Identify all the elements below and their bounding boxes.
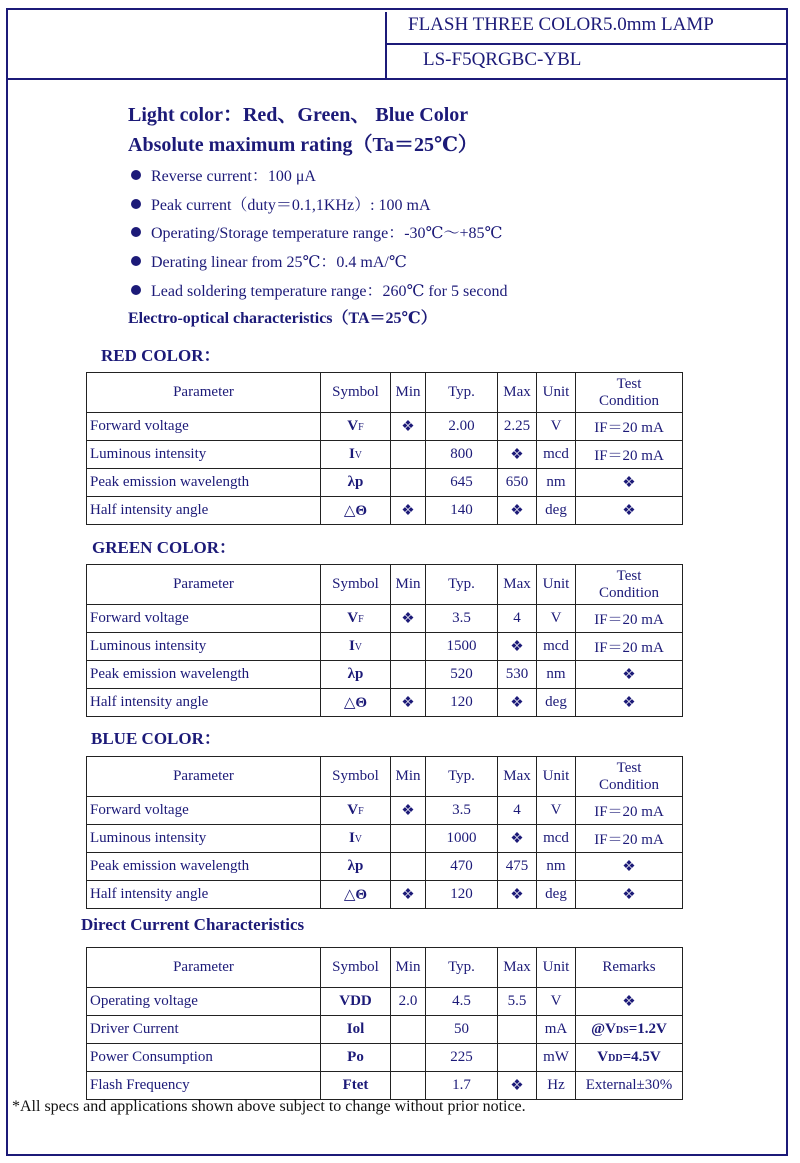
table-cell: ❖ [498,881,537,909]
table-cell: deg [537,881,576,909]
electro-optical-heading: Electro-optical characteristics（TA＝25℃） [128,310,437,327]
table-header-row [87,948,683,988]
table-cell: External±30% [576,1072,683,1100]
table-row [87,633,683,661]
table-cell: mcd [537,825,576,853]
table-cell: 530 [498,661,537,689]
table-cell: Peak emission wavelength [87,853,321,881]
table-cell: IF＝20 mA [576,413,683,441]
table-cell: V [537,413,576,441]
table-cell: ❖ [498,689,537,717]
table-cell [391,441,426,469]
table-cell: Max [498,757,537,797]
table-cell: ❖ [576,881,683,909]
table-cell: Peak emission wavelength [87,661,321,689]
table-cell: IF＝20 mA [576,797,683,825]
table-cell: 140 [426,497,498,525]
col-min: Min [391,373,426,413]
table-cell: Symbol [321,948,391,988]
table-cell: 520 [426,661,498,689]
table-cell: mcd [537,441,576,469]
table-cell: Po [321,1044,391,1072]
table-cell [498,1044,537,1072]
document-title: FLASH THREE COLOR5.0mm LAMP [408,14,714,35]
table-cell: Symbol [321,565,391,605]
rating-item: Lead soldering temperature range：260℃ for 5 second [131,278,507,301]
table-cell: ❖ [576,469,683,497]
table-cell: Half intensity angle [87,497,321,525]
table-cell: Parameter [87,565,321,605]
rating-item: Reverse current：100 μA [131,163,316,186]
table-cell: IF＝20 mA [576,825,683,853]
table-cell [391,825,426,853]
col-typ: Typ. [426,373,498,413]
table-cell: IV [321,633,391,661]
table-cell [391,1016,426,1044]
table-cell: 225 [426,1044,498,1072]
table-cell: 800 [426,441,498,469]
table-cell: Typ. [426,948,498,988]
bullet-icon [131,285,141,295]
table-cell: Ftet [321,1072,391,1100]
table-cell: Typ. [426,565,498,605]
light-color-heading: Light color：Red、Green、 Blue Color [128,104,469,126]
table-cell: ❖ [391,497,426,525]
table-row [87,605,683,633]
table-cell: IF＝20 mA [576,441,683,469]
table-cell: Forward voltage [87,797,321,825]
table-cell: Test Condition [576,757,683,797]
table-cell [391,633,426,661]
table-cell: nm [537,853,576,881]
table-row [87,661,683,689]
table-cell: Forward voltage [87,413,321,441]
table-cell: Iol [321,1016,391,1044]
table-cell: Forward voltage [87,605,321,633]
table-cell: V [537,988,576,1016]
rating-item: Peak current（duty＝0.1,1KHz）: 100 mA [131,192,431,215]
table-header-row [87,565,683,605]
col-parameter: Parameter [87,373,321,413]
col-max: Max [498,373,537,413]
table-cell: 120 [426,881,498,909]
red-spec-table [86,372,683,525]
table-cell: Unit [537,948,576,988]
col-unit: Unit [537,373,576,413]
table-cell: 1000 [426,825,498,853]
table-cell: V [537,605,576,633]
table-cell: Max [498,565,537,605]
table-cell [391,853,426,881]
table-cell: ❖ [391,797,426,825]
bullet-icon [131,199,141,209]
table-cell: Parameter [87,757,321,797]
table-cell: Half intensity angle [87,881,321,909]
bullet-icon [131,170,141,180]
table-cell: 2.25 [498,413,537,441]
table-cell: 50 [426,1016,498,1044]
blue-color-heading: BLUE COLOR： [91,729,221,748]
table-cell: ❖ [576,853,683,881]
table-row [87,689,683,717]
table-cell: Unit [537,565,576,605]
table-cell: IF＝20 mA [576,605,683,633]
header-rule [385,43,788,45]
table-cell: ❖ [391,413,426,441]
table-cell: 470 [426,853,498,881]
table-cell: 4.5 [426,988,498,1016]
blue-spec-table [86,756,683,909]
table-cell: ❖ [576,661,683,689]
table-cell: deg [537,689,576,717]
bullet-icon [131,227,141,237]
table-cell: deg [537,497,576,525]
table-cell: λp [321,469,391,497]
part-number: LS-F5QRGBC-YBL [423,49,582,70]
table-cell: Parameter [87,948,321,988]
table-cell: IV [321,441,391,469]
header-bottom-rule [6,78,788,80]
table-header-row [87,373,683,413]
table-cell: Power Consumption [87,1044,321,1072]
table-cell: Min [391,565,426,605]
table-cell: ❖ [391,605,426,633]
table-cell: Half intensity angle [87,689,321,717]
green-color-heading: GREEN COLOR： [92,538,237,557]
table-cell: 650 [498,469,537,497]
table-row [87,469,683,497]
table-cell: ❖ [498,825,537,853]
table-cell: Luminous intensity [87,633,321,661]
table-row [87,441,683,469]
table-cell: Typ. [426,757,498,797]
table-cell: 4 [498,797,537,825]
table-cell: Peak emission wavelength [87,469,321,497]
table-cell [391,661,426,689]
table-cell: 645 [426,469,498,497]
table-row [87,797,683,825]
table-cell: mA [537,1016,576,1044]
table-cell: Operating voltage [87,988,321,1016]
table-cell: 120 [426,689,498,717]
table-row [87,1044,683,1072]
table-row [87,1072,683,1100]
table-cell [391,469,426,497]
table-cell: V [537,797,576,825]
table-cell: 2.0 [391,988,426,1016]
table-row [87,497,683,525]
table-cell: △Θ [321,497,391,525]
table-cell: IV [321,825,391,853]
table-cell: IF＝20 mA [576,633,683,661]
table-cell: nm [537,469,576,497]
table-cell: Test Condition [576,565,683,605]
table-cell: VF [321,797,391,825]
table-row [87,853,683,881]
table-cell: 5.5 [498,988,537,1016]
table-cell: 3.5 [426,797,498,825]
col-symbol: Symbol [321,373,391,413]
table-cell: @VDS=1.2V [576,1016,683,1044]
table-cell: 1.7 [426,1072,498,1100]
table-cell: Unit [537,757,576,797]
table-cell: ❖ [576,689,683,717]
table-cell: mcd [537,633,576,661]
table-row [87,1016,683,1044]
bullet-icon [131,256,141,266]
green-spec-table [86,564,683,717]
table-cell: λp [321,661,391,689]
col-test-condition: Test Condition [576,373,683,413]
table-cell: 1500 [426,633,498,661]
dc-spec-table [86,947,683,1100]
red-color-heading: RED COLOR： [101,346,221,365]
table-cell: ❖ [391,689,426,717]
table-cell: ❖ [498,1072,537,1100]
table-row [87,881,683,909]
table-cell: △Θ [321,689,391,717]
table-cell: ❖ [498,497,537,525]
table-cell: 475 [498,853,537,881]
rating-item: Derating linear from 25℃：0.4 mA/℃ [131,249,407,272]
header-divider [385,12,387,80]
table-cell [391,1072,426,1100]
table-cell: VF [321,605,391,633]
table-cell: ❖ [498,441,537,469]
table-cell: Symbol [321,757,391,797]
table-cell: △Θ [321,881,391,909]
table-cell: Hz [537,1072,576,1100]
table-cell: nm [537,661,576,689]
table-cell: 3.5 [426,605,498,633]
table-cell: Luminous intensity [87,441,321,469]
table-row [87,988,683,1016]
absolute-rating-heading: Absolute maximum rating（Ta＝25℃） [128,134,478,156]
table-cell: Luminous intensity [87,825,321,853]
table-header-row [87,757,683,797]
table-row [87,825,683,853]
table-cell: Remarks [576,948,683,988]
table-cell: ❖ [391,881,426,909]
table-row [87,413,683,441]
table-cell: VDD=4.5V [576,1044,683,1072]
table-cell: ❖ [576,988,683,1016]
rating-item: Operating/Storage temperature range：-30℃～+85℃ [131,220,502,243]
table-cell: Flash Frequency [87,1072,321,1100]
table-cell: ❖ [576,497,683,525]
table-cell: 4 [498,605,537,633]
table-cell: λp [321,853,391,881]
table-cell: Min [391,948,426,988]
table-cell: Min [391,757,426,797]
table-cell: mW [537,1044,576,1072]
table-cell: Driver Current [87,1016,321,1044]
table-cell: Max [498,948,537,988]
table-cell [391,1044,426,1072]
table-cell: 2.00 [426,413,498,441]
table-cell: VF [321,413,391,441]
table-cell: VDD [321,988,391,1016]
footnote: *All specs and applications shown above subject to change without prior notice. [12,1098,526,1115]
dc-characteristics-heading: Direct Current Characteristics [81,915,305,934]
table-cell [498,1016,537,1044]
table-cell: ❖ [498,633,537,661]
